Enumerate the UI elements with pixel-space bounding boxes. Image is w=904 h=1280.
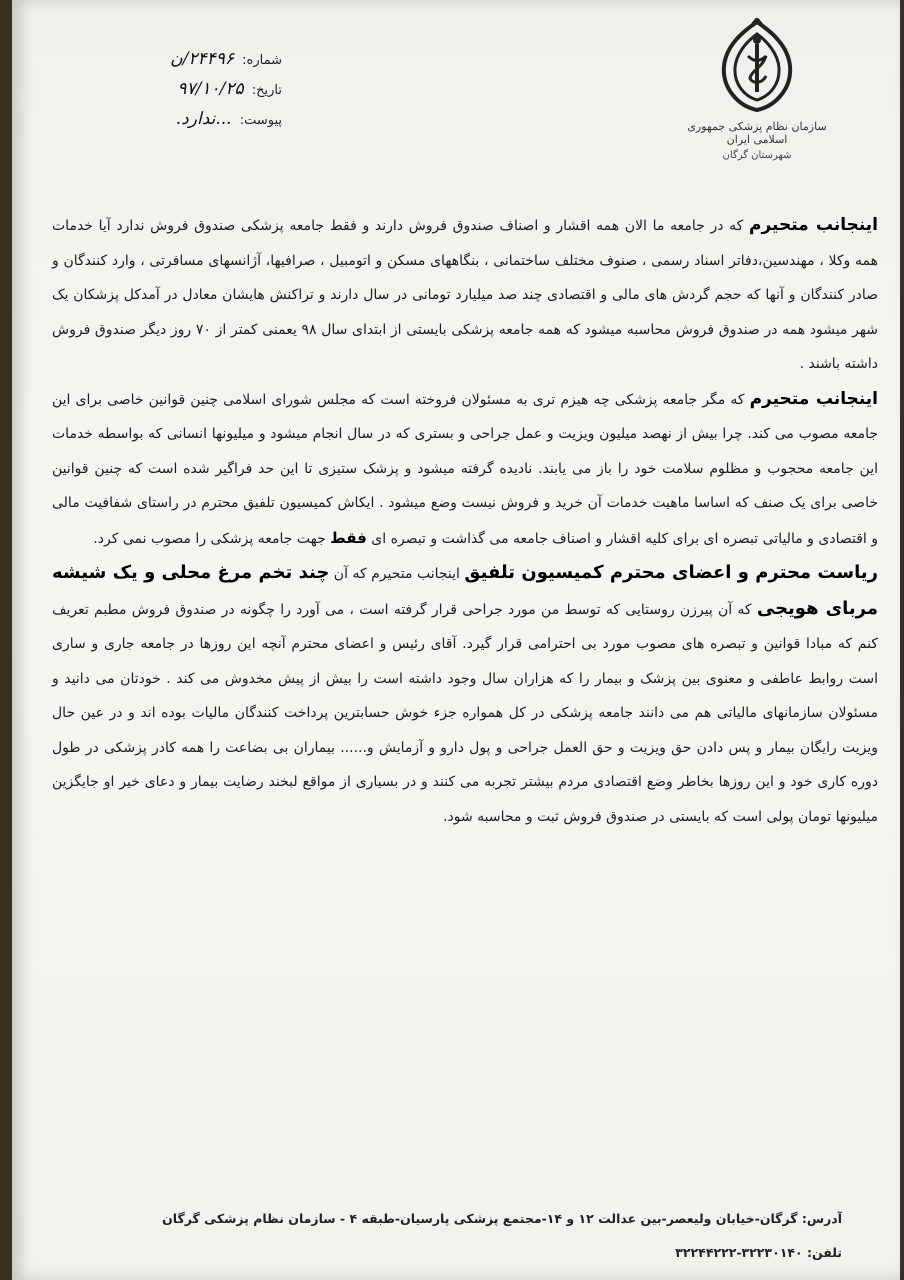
- paragraph-1-text: که در جامعه ما الان همه اقشار و اصناف صندوق فروش دارند و فقط جامعه پزشکی صندوق فروش ندارد آیا خدمات همه وکلا ، مهندسین،دفاتر اسناد رسمی ، صنوف مختلف ساختمانی ، بنگاههای مسکن و اتومبیل ، صرافیها، آژانسهای مسافرتی ، وارد کنندگان و صادر کنندگان و آنها که حجم گردش های مالی و اقتصادی چند صد میلیارد تومانی در سال دارند و تراکنش هایشان معادل در آمدکل پزشکان یک شهر میشود همه در صندوق فروش محاسبه میشود که همه جامعه پزشکی بایستی از ابتدای سال ۹۸ یعمنی کمتر از ۷۰ روز دیگر صندوق فروش داشته باشند .: [52, 218, 878, 372]
- number-value: ۲۴۴۹۶/ن: [170, 49, 235, 69]
- letter-meta: [82, 44, 282, 134]
- paragraph-3-emphasis: چند تخم مرغ محلی و یک شیشه مربای هویجی: [52, 562, 878, 619]
- footer-phone: تلفن: ۳۲۲۳۰۱۴۰-۳۲۲۴۴۲۲۲: [675, 1245, 842, 1260]
- number-label: شماره:: [242, 53, 282, 68]
- letter-page: [12, 0, 900, 1280]
- paragraph-2-emphasis: فقط: [330, 528, 367, 547]
- paragraph-3-text-a: اینجانب متحیرم که آن: [329, 566, 465, 582]
- date-value: ۹۷/۱۰/۲۵: [177, 79, 244, 99]
- attachment-label: پیوست:: [239, 113, 282, 128]
- medical-council-logo-icon: [712, 18, 802, 114]
- paragraph-2-lead: اینجانب متحیرم: [749, 388, 878, 409]
- paragraph-3-lead: ریاست محترم و اعضای محترم کمیسیون تلفیق: [464, 562, 879, 583]
- number-row: [82, 44, 282, 74]
- paragraph-2-text-b: جهت جامعه پزشکی را مصوب نمی کرد.: [93, 530, 331, 547]
- attachment-value: ...ندارد.: [175, 109, 232, 129]
- paragraph-1-lead: اینجانب متحیرم: [748, 215, 878, 235]
- paragraph-3-text-b: که آن پیرزن روستایی که توسط من مورد جراحی قرار گرفته است ، می آورد را چگونه در صندوق فروش مطبم تعریف کنم که مبادا قوانین و تبصره های مصوب مورد بی احترامی قرار گیرد. آقای رئیس و اعضای محترم آنچه این روزها در جامعه جاری و ساری است روابط عاطفی و معنوی بین پزشک و بیمار را که هزاران سال وجود داشته است را بیش از پیش مخدوش می کند . خودتان می دانید و مسئولان سازمانهای مالیاتی هم می دانند جامعه پزشکی در کل همواره جزء خوش حسابترین پرداخت کنندگان مالیات بوده اند و در عین حال ویزیت رایگان بیمار و پس دادن حق ویزیت و حق العمل جراحی و پول دارو و آزمایش و...... بیماران بی بضاعت را همه کادر پزشکی در طول دوره کاری خود و این روزها بخاطر وضع اقتصادی مردم بیشتر تجربه می کنند و در بسیاری از مواقع لبخند رضایت بیمار و دعای خیر او جایگزین میلیونها تومان پولی است که بایستی در صندوق فروش ثبت و محاسبه شود.: [52, 601, 878, 825]
- date-label: تاریخ:: [251, 83, 282, 98]
- paragraph-2-text-a: که مگر جامعه پزشکی چه هیزم تری به مسئولان فروخته است که مجلس شورای اسلامی چنین قوانین خاصی برای این جامعه مصوب می کند. چرا بیش از نهصد میلیون ویزیت و عمل جراحی و بستری که در سال انجام میشود و میلیونها انسانی که بواسطه خدمات این جامعه محجوب و مظلوم سلامت خود را باز می یابند. نادیده گرفته میشود و پزشک ستیزی تا این حد فراگیر شده است که چنین قوانین خاصی برای یک صنف که اساسا ماهیت خدمات آن خرید و فروش نیست وضع میشود . ایکاش کمیسیون تلفیق محترم در راستای شفافیت مالی و اقتصادی و مالیاتی تبصره ای برای کلیه اقشار و اصناف جامعه می گذاشت و تبصره ای: [52, 391, 878, 547]
- letter-body: [52, 208, 878, 834]
- organization-name: سازمان نظام پزشکی جمهوری اسلامی ایران: [687, 120, 827, 146]
- letterhead-logo-block: [672, 18, 842, 178]
- paragraph-1: [52, 208, 878, 382]
- paragraph-2: [52, 382, 878, 557]
- letter-footer: [72, 1202, 842, 1270]
- organization-city: شهرستان گرگان: [722, 150, 792, 161]
- footer-address: آدرس: گرگان-خیابان ولیعصر-بین عدالت ۱۲ و ۱۴-مجتمع پزشکی پارسیان-طبقه ۴ - سازمان نظام پزشکی گرگان: [162, 1211, 842, 1226]
- date-row: [82, 74, 282, 104]
- attachment-row: [82, 104, 282, 134]
- paragraph-3: [52, 556, 878, 834]
